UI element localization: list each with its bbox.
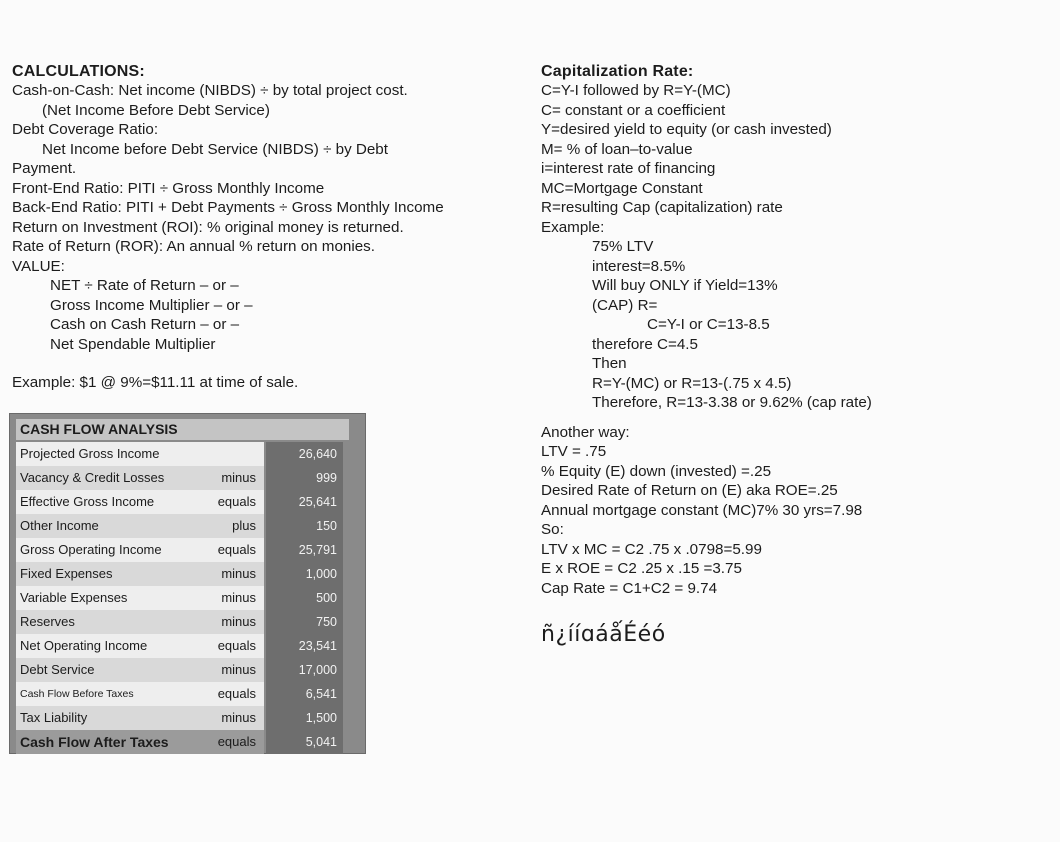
table-row xyxy=(16,562,349,586)
table-row xyxy=(16,634,349,658)
row-label: Reserves xyxy=(16,610,264,634)
y-definition: Y=desired yield to equity (or cash invested) xyxy=(541,121,832,138)
cap-rate-result: Cap Rate = C1+C2 = 9.74 xyxy=(541,579,718,597)
r-definition: R=resulting Cap (capitalization) rate xyxy=(541,199,783,216)
rate-of-return: Rate of Return (ROR): An annual % return on monies. xyxy=(12,238,375,255)
special-characters: ñ¿ííɑáǻÉéó xyxy=(541,622,666,647)
table-row xyxy=(16,610,349,634)
front-end-ratio: Front-End Ratio: PITI ÷ Gross Monthly Income xyxy=(12,179,325,197)
c2-equity-calc: E x ROE = C2 .25 x .15 =3.75 xyxy=(541,560,742,577)
example-r-calc: R=Y-(MC) or R=13-(.75 x 4.5) xyxy=(592,374,792,392)
row-operator xyxy=(176,442,256,466)
row-label: Other Income xyxy=(16,514,264,538)
another-way-label: Another way: xyxy=(541,423,630,441)
example-c-result: therefore C=4.5 xyxy=(592,335,698,353)
c2-ltv-calc: LTV x MC = C2 .75 x .0798=5.99 xyxy=(541,540,762,558)
value-label: VALUE: xyxy=(12,257,65,275)
table-row xyxy=(16,442,349,466)
example-label: Example: xyxy=(541,218,605,236)
example-yield: Will buy ONLY if Yield=13% xyxy=(592,277,778,294)
row-operator: equals xyxy=(217,734,256,749)
example-ltv: 75% LTV xyxy=(592,238,654,255)
example-interest: interest=8.5% xyxy=(592,257,686,275)
return-on-investment: Return on Investment (ROI): % original money is returned. xyxy=(12,218,404,236)
value-method-2: Gross Income Multiplier – or – xyxy=(50,296,253,314)
row-operator: equals xyxy=(217,638,256,653)
c-definition: C= constant or a coefficient xyxy=(541,101,726,119)
calculations-section xyxy=(12,62,512,393)
row-value: 1,000 xyxy=(266,562,343,586)
row-label: Tax Liability xyxy=(16,706,264,730)
value-example: Example: $1 @ 9%=$11.11 at time of sale. xyxy=(12,374,299,391)
row-operator: plus xyxy=(232,518,256,533)
row-operator: equals xyxy=(217,542,256,557)
row-value: 5,041 xyxy=(266,730,343,754)
table-row xyxy=(16,514,349,538)
row-label: Net Operating Income xyxy=(16,634,264,658)
i-definition: i=interest rate of financing xyxy=(541,160,716,177)
row-operator: minus xyxy=(221,470,256,485)
example-r-result: Therefore, R=13-3.38 or 9.62% (cap rate) xyxy=(592,394,872,411)
row-value: 750 xyxy=(266,610,343,634)
table-row xyxy=(16,706,349,730)
m-definition: M= % of loan–to-value xyxy=(541,140,693,158)
row-value: 150 xyxy=(266,514,343,538)
row-value: 6,541 xyxy=(266,682,343,706)
row-label: Cash Flow After Taxes xyxy=(16,730,264,754)
row-operator: minus xyxy=(221,662,256,677)
calculations-heading: CALCULATIONS: xyxy=(12,63,145,80)
nibds-expansion: (Net Income Before Debt Service) xyxy=(42,101,270,119)
row-operator: equals xyxy=(217,686,256,701)
row-value: 17,000 xyxy=(266,658,343,682)
row-label: Cash Flow Before Taxes xyxy=(16,682,264,706)
row-operator: minus xyxy=(221,614,256,629)
debt-coverage-ratio-definition: Net Income before Debt Service (NIBDS) ÷ by Debt xyxy=(42,140,388,158)
mc-definition: MC=Mortgage Constant xyxy=(541,179,703,197)
row-value: 999 xyxy=(266,466,343,490)
table-row xyxy=(16,682,349,706)
back-end-ratio: Back-End Ratio: PITI + Debt Payments ÷ Gross Monthly Income xyxy=(12,199,444,216)
row-label: Projected Gross Income xyxy=(16,442,264,466)
table-row xyxy=(16,586,349,610)
row-value: 23,541 xyxy=(266,634,343,658)
table-row xyxy=(16,538,349,562)
row-label: Fixed Expenses xyxy=(16,562,264,586)
table-row xyxy=(16,490,349,514)
value-method-3: Cash on Cash Return – or – xyxy=(50,316,240,333)
row-value: 25,791 xyxy=(266,538,343,562)
row-value: 1,500 xyxy=(266,706,343,730)
cap-rate-heading: Capitalization Rate: xyxy=(541,63,694,80)
example-then: Then xyxy=(592,355,627,372)
row-operator: equals xyxy=(217,494,256,509)
cash-flow-analysis-table xyxy=(9,413,366,754)
debt-coverage-ratio-label: Debt Coverage Ratio: xyxy=(12,121,159,138)
equity-value: % Equity (E) down (invested) =.25 xyxy=(541,462,772,480)
cash-flow-header xyxy=(10,414,365,440)
row-value: 26,640 xyxy=(266,442,343,466)
so-label: So: xyxy=(541,521,564,538)
table-row xyxy=(16,658,349,682)
value-method-1: NET ÷ Rate of Return – or – xyxy=(50,277,239,294)
row-label: Vacancy & Credit Losses xyxy=(16,466,264,490)
row-label: Variable Expenses xyxy=(16,586,264,610)
row-operator: minus xyxy=(221,590,256,605)
value-method-4: Net Spendable Multiplier xyxy=(50,335,216,353)
debt-coverage-ratio-continued: Payment. xyxy=(12,160,77,177)
cash-flow-title: CASH FLOW ANALYSIS xyxy=(16,419,349,440)
cap-formula: C=Y-I followed by R=Y-(MC) xyxy=(541,82,731,99)
table-row-total xyxy=(16,730,349,754)
row-operator: minus xyxy=(221,566,256,581)
capitalization-rate-section xyxy=(541,62,1041,647)
row-value: 25,641 xyxy=(266,490,343,514)
example-c-calc: C=Y-I or C=13-8.5 xyxy=(647,316,770,333)
cash-on-cash-definition: Cash-on-Cash: Net income (NIBDS) ÷ by total project cost. xyxy=(12,82,408,99)
row-value: 500 xyxy=(266,586,343,610)
ltv-value: LTV = .75 xyxy=(541,443,607,460)
row-label: Debt Service xyxy=(16,658,264,682)
mortgage-constant-value: Annual mortgage constant (MC)7% 30 yrs=7.98 xyxy=(541,501,863,519)
example-cap-label: (CAP) R= xyxy=(592,296,658,314)
row-label: Effective Gross Income xyxy=(16,490,264,514)
table-row xyxy=(16,466,349,490)
row-operator: minus xyxy=(221,710,256,725)
row-label: Gross Operating Income xyxy=(16,538,264,562)
roe-value: Desired Rate of Return on (E) aka ROE=.25 xyxy=(541,482,838,499)
